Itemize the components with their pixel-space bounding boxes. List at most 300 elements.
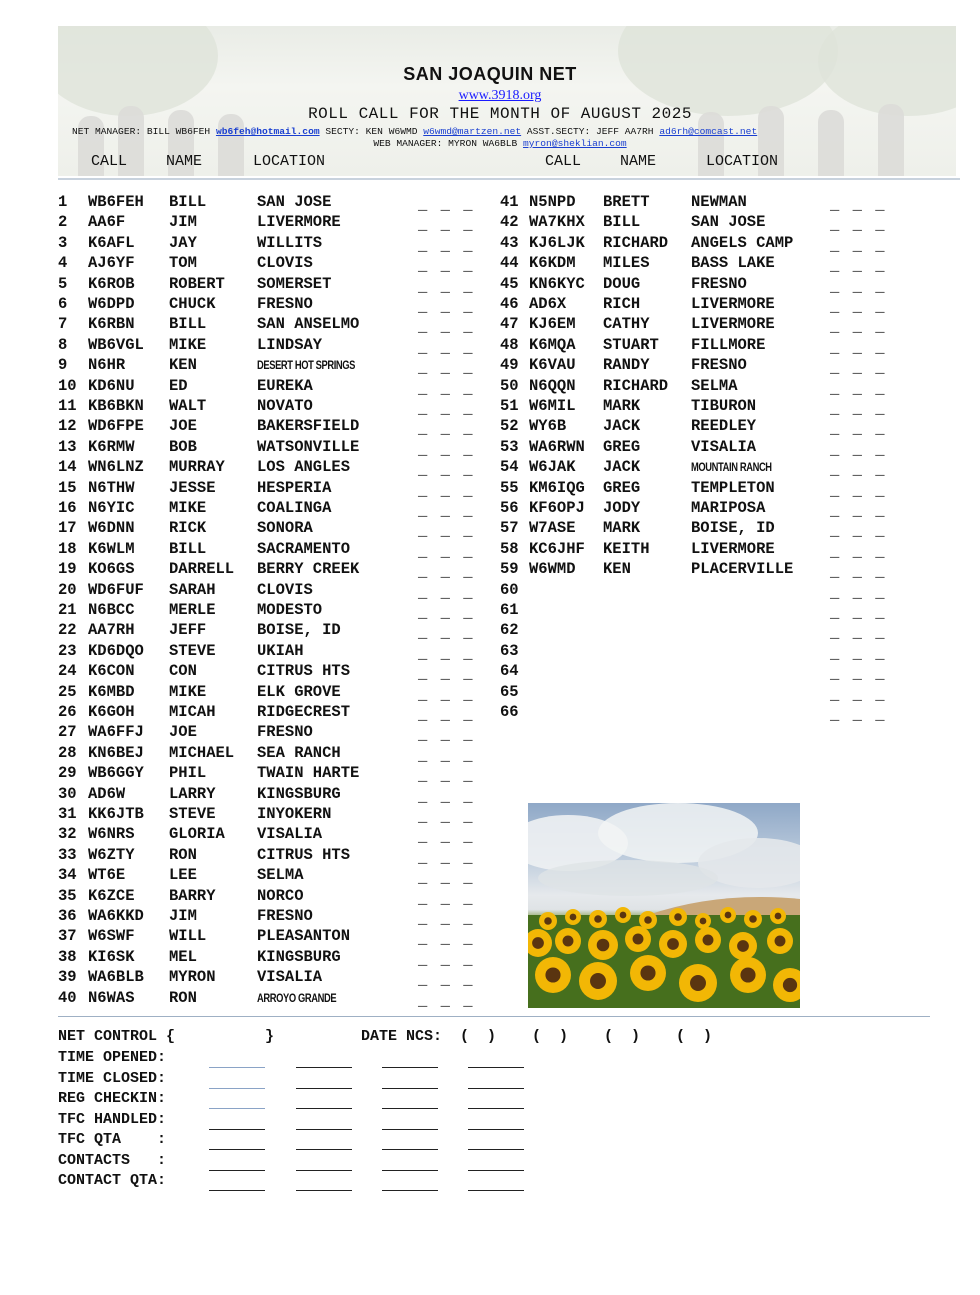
roster-location: TIBURON: [691, 397, 757, 415]
log-entry-blank[interactable]: [382, 1149, 438, 1150]
roster-name: KEITH: [603, 539, 650, 558]
roster-name: LEE: [169, 866, 197, 885]
log-entry-blank[interactable]: [209, 1067, 265, 1068]
roster-number: 23: [58, 641, 77, 660]
log-entry-blank[interactable]: [382, 1108, 438, 1109]
sunflower-center: [563, 936, 574, 947]
checkin-ticks[interactable]: _ _ _: [418, 318, 475, 337]
checkin-ticks[interactable]: _ _ _: [830, 461, 887, 480]
checkin-ticks[interactable]: _ _ _: [830, 706, 887, 724]
roster-callsign: W6WMD: [529, 560, 576, 579]
roster-number: 30: [58, 784, 77, 803]
checkin-ticks[interactable]: _ _ _: [418, 420, 475, 439]
roster-number: 4: [58, 254, 68, 273]
roster-name: STEVE: [169, 641, 216, 660]
roster-location: LOS ANGLES: [257, 458, 351, 477]
checkin-ticks[interactable]: _ _ _: [830, 298, 887, 316]
roster-number: 52: [500, 417, 519, 436]
log-entry-blank[interactable]: [296, 1108, 352, 1109]
roster-location: VISALIA: [257, 825, 323, 844]
roster-name: RICH: [603, 295, 641, 313]
roster-row: [58, 845, 488, 865]
roster-location: SACRAMENTO: [257, 539, 351, 558]
roster-name: MIKE: [169, 682, 207, 701]
roster-row: [58, 274, 488, 294]
roster-number: 20: [58, 580, 77, 599]
roster-location: COALINGA: [257, 499, 332, 517]
checkin-ticks[interactable]: _ _ _: [830, 236, 887, 255]
roster-callsign: W6DPD: [88, 295, 135, 313]
sunflower-center: [633, 934, 644, 945]
roster-number: 31: [58, 805, 77, 823]
checkin-ticks[interactable]: _ _ _: [830, 359, 887, 378]
roster-row: [58, 416, 488, 439]
roster-number: 36: [58, 907, 77, 925]
roster-name: DARRELL: [169, 560, 235, 579]
sunflower-center: [667, 938, 679, 950]
checkin-ticks[interactable]: _ _ _: [418, 950, 475, 969]
checkin-ticks[interactable]: _ _ _: [830, 318, 887, 337]
roster-callsign: K6AFL: [88, 233, 135, 252]
roster-name: JESSE: [169, 478, 216, 497]
log-entry-blank[interactable]: [468, 1129, 524, 1130]
roster-name: JEFF: [169, 621, 207, 640]
sunflower-center: [775, 913, 782, 920]
checkin-ticks[interactable]: _ _ _: [830, 196, 887, 214]
roster-callsign: KC6JHF: [529, 539, 585, 558]
roster-location: EUREKA: [257, 376, 313, 395]
roster-name: BRETT: [603, 193, 650, 211]
roster-row: [500, 274, 900, 294]
checkin-ticks[interactable]: _ _ _: [830, 481, 887, 500]
log-entry-blank[interactable]: [468, 1108, 524, 1109]
log-entry-blank[interactable]: [296, 1170, 352, 1171]
checkin-ticks[interactable]: _ _ _: [418, 889, 475, 908]
roster-callsign: WA6KKD: [88, 907, 144, 925]
log-entry-blank[interactable]: [468, 1088, 524, 1089]
sunflower-center: [644, 916, 652, 924]
roster-name: WALT: [169, 397, 207, 415]
roster-row: [500, 641, 900, 661]
roster-row: [58, 926, 488, 949]
log-label: TFC QTA :: [58, 1131, 167, 1148]
roster-row: [500, 437, 900, 457]
roster-name: MURRAY: [169, 458, 225, 477]
roster-row: [58, 294, 488, 314]
log-entry-blank[interactable]: [209, 1149, 265, 1150]
roster-callsign: W6SWF: [88, 927, 135, 946]
checkin-ticks[interactable]: _ _ _: [830, 685, 887, 704]
roster-row: [58, 743, 488, 763]
roster-row: [500, 559, 900, 582]
roster-callsign: K6KDM: [529, 254, 576, 273]
roster-callsign: AJ6YF: [88, 254, 135, 273]
log-entry-blank[interactable]: [296, 1190, 352, 1191]
roster-name: STEVE: [169, 805, 216, 823]
checkin-ticks[interactable]: _ _ _: [418, 869, 475, 888]
roster-callsign: K6MQA: [529, 335, 576, 354]
roster-location: BASS LAKE: [691, 254, 775, 273]
checkin-ticks[interactable]: _ _ _: [418, 624, 475, 643]
log-entry-blank[interactable]: [296, 1088, 352, 1089]
roster-location: ELK GROVE: [257, 682, 341, 701]
checkin-ticks[interactable]: _ _ _: [418, 930, 475, 949]
checkin-ticks[interactable]: _ _ _: [830, 665, 887, 684]
roster-row: [58, 253, 488, 276]
roster-location: INYOKERN: [257, 805, 332, 823]
roster-row: [58, 539, 488, 559]
log-entry-blank[interactable]: [382, 1129, 438, 1130]
roster-row: [500, 335, 900, 355]
roster-location: SEA RANCH: [257, 743, 341, 762]
roster-row: [58, 988, 488, 1008]
log-entry-blank[interactable]: [468, 1190, 524, 1191]
roster-location: FRESNO: [257, 723, 313, 742]
roster-name: MIKE: [169, 335, 207, 354]
sunflower-center: [545, 967, 560, 982]
roster-callsign: AA6F: [88, 213, 126, 232]
roster-row: [58, 641, 488, 661]
checkin-ticks[interactable]: _ _ _: [830, 379, 887, 398]
roster-location: CLOVIS: [257, 254, 313, 273]
roster-row: [500, 518, 900, 541]
roster-row: [58, 906, 488, 926]
log-entry-blank[interactable]: [209, 1108, 265, 1109]
page-title: SAN JOAQUIN NET: [403, 64, 577, 84]
checkin-ticks[interactable]: _ _ _: [418, 502, 475, 520]
roster-callsign: WD6FPE: [88, 417, 144, 436]
checkin-ticks[interactable]: _ _ _: [418, 767, 475, 786]
roster-row: [58, 355, 488, 378]
checkin-ticks[interactable]: _ _ _: [418, 644, 475, 663]
roster-row: [58, 967, 488, 990]
checkin-ticks[interactable]: _ _ _: [418, 461, 475, 480]
roster-row: [58, 580, 488, 600]
roster-number: 42: [500, 213, 519, 232]
roster-name: MEL: [169, 947, 197, 966]
roster-callsign: K6RBN: [88, 315, 135, 334]
roster-row: [58, 396, 488, 416]
roster-location: BERRY CREEK: [257, 560, 360, 579]
roster-row: [58, 804, 488, 824]
log-entry-blank[interactable]: [209, 1129, 265, 1130]
roster-number: 16: [58, 499, 77, 517]
log-entry-blank[interactable]: [296, 1129, 352, 1130]
sunflower-center: [597, 939, 610, 952]
checkin-ticks[interactable]: _ _ _: [418, 522, 475, 541]
checkin-ticks[interactable]: _ _ _: [830, 257, 887, 276]
roster-row: [58, 314, 488, 337]
checkin-ticks[interactable]: _ _ _: [418, 196, 475, 214]
roster-callsign: WY6B: [529, 417, 567, 436]
roster-name: STUART: [603, 335, 659, 354]
roster-row: [58, 600, 488, 620]
roster-number: 60: [500, 580, 519, 599]
roster-location: LIVERMORE: [691, 539, 775, 558]
checkin-ticks[interactable]: _ _ _: [418, 848, 475, 867]
checkin-ticks[interactable]: _ _ _: [830, 644, 887, 663]
roster-name: RANDY: [603, 356, 650, 375]
checkin-ticks[interactable]: _ _ _: [830, 277, 887, 296]
log-entry-blank[interactable]: [468, 1170, 524, 1171]
roster-name: DOUG: [603, 274, 641, 293]
roster-number: 25: [58, 682, 77, 701]
checkin-ticks[interactable]: _ _ _: [418, 808, 475, 826]
roster-location: HESPERIA: [257, 478, 332, 497]
roster-location: SAN JOSE: [691, 213, 766, 232]
checkin-ticks[interactable]: _ _ _: [418, 400, 475, 418]
log-entry-blank[interactable]: [209, 1190, 265, 1191]
web-manager-line: [0, 138, 980, 149]
checkin-ticks[interactable]: _ _ _: [830, 338, 887, 357]
roster-callsign: AA7RH: [88, 621, 135, 640]
checkin-ticks[interactable]: _ _ _: [418, 440, 475, 459]
checkin-ticks[interactable]: _ _ _: [418, 787, 475, 806]
checkin-ticks[interactable]: _ _ _: [418, 481, 475, 500]
roster-location: BOISE, ID: [257, 621, 341, 640]
log-entry-blank[interactable]: [209, 1170, 265, 1171]
log-label: CONTACTS :: [58, 1151, 167, 1169]
roster-callsign: WN6LNZ: [88, 458, 144, 477]
roster-row: [58, 722, 488, 745]
net-manager-email[interactable]: wb6feh@hotmail.com: [215, 126, 320, 137]
roster-number: 58: [500, 539, 519, 558]
checkin-ticks[interactable]: _ _ _: [418, 563, 475, 582]
roster-location: FRESNO: [691, 274, 747, 293]
checkin-ticks[interactable]: _ _ _: [418, 257, 475, 276]
roster-location: MODESTO: [257, 601, 323, 619]
checkin-ticks[interactable]: _ _ _: [418, 685, 475, 704]
web-manager-email[interactable]: myron@sheklian.com: [523, 138, 627, 149]
roster-name: BARRY: [169, 886, 216, 905]
roster-row: [58, 661, 488, 684]
roster-row: [58, 702, 488, 722]
roster-row: [500, 314, 900, 337]
roster-location: SAN JOSE: [257, 193, 332, 211]
roster-name: RICHARD: [603, 376, 669, 395]
roster-callsign: KK6JTB: [88, 805, 144, 823]
roster-number: 46: [500, 295, 519, 313]
log-entry-blank[interactable]: [209, 1088, 265, 1089]
roster-location: RIDGECREST: [257, 703, 351, 721]
log-entry-blank[interactable]: [382, 1067, 438, 1068]
roster-number: 35: [58, 886, 77, 905]
roster-name: MERLE: [169, 601, 216, 619]
checkin-ticks[interactable]: _ _ _: [830, 522, 887, 541]
roster-row: [58, 559, 488, 582]
roster-location: SOMERSET: [257, 274, 332, 293]
asst-secty-label: ASST.SECTY: JEFF AA7RH: [526, 126, 654, 137]
checkin-ticks[interactable]: _ _ _: [830, 420, 887, 439]
checkin-ticks[interactable]: _ _ _: [830, 216, 887, 235]
roster-number: 27: [58, 723, 77, 742]
roster-row: [500, 498, 900, 518]
roster-number: 47: [500, 315, 519, 334]
roster-location: KINGSBURG: [257, 784, 341, 803]
checkin-ticks[interactable]: _ _ _: [418, 277, 475, 296]
roster-location: SAN ANSELMO: [257, 315, 360, 334]
roster-number: 55: [500, 478, 519, 497]
roster-name: BILL: [169, 539, 207, 558]
roster-location: FRESNO: [257, 907, 313, 925]
roster-callsign: WA7KHX: [529, 213, 585, 232]
roster-name: MIKE: [169, 499, 207, 517]
net-manager-label: NET MANAGER: BILL WB6FEH: [72, 126, 211, 137]
roster-name: PHIL: [169, 764, 207, 783]
roster-number: 39: [58, 968, 77, 987]
roster-row: [58, 457, 488, 480]
checkin-ticks[interactable]: _ _ _: [418, 298, 475, 316]
roster-number: 8: [58, 335, 68, 354]
log-entry-blank[interactable]: [382, 1088, 438, 1089]
roster-row: [500, 539, 900, 559]
checkin-ticks[interactable]: _ _ _: [418, 604, 475, 622]
roster-callsign: KD6DQO: [88, 641, 144, 660]
roster-number: 22: [58, 621, 77, 640]
log-label: CONTACT QTA:: [58, 1172, 167, 1189]
checkin-ticks[interactable]: _ _ _: [418, 726, 475, 745]
website-link[interactable]: www.3918.org: [458, 88, 542, 103]
roster-row: [500, 682, 900, 702]
roster-name: KEN: [169, 356, 197, 375]
roster-name: ED: [169, 376, 188, 395]
roster-location: CITRUS HTS: [257, 845, 351, 864]
left-col-call-header: CALL: [91, 153, 128, 170]
roster-location: WATSONVILLE: [257, 437, 360, 456]
roster-number: 33: [58, 845, 77, 864]
sunflower-center: [544, 917, 552, 925]
sunflower-center: [620, 912, 627, 919]
sunflower-center: [532, 937, 544, 949]
roster-number: 54: [500, 458, 519, 477]
roster-name: RICHARD: [603, 233, 669, 252]
roster-number: 29: [58, 764, 77, 783]
roster-callsign: K6RMW: [88, 437, 135, 456]
checkin-ticks[interactable]: _ _ _: [418, 706, 475, 724]
roster-callsign: KI6SK: [88, 947, 135, 966]
roster-name: ROBERT: [169, 274, 225, 293]
log-entry-blank[interactable]: [382, 1170, 438, 1171]
roster-row: [500, 600, 900, 620]
log-entry-blank[interactable]: [296, 1067, 352, 1068]
roster-number: 13: [58, 437, 77, 456]
roster-row: [500, 253, 900, 276]
roster-number: 12: [58, 417, 77, 436]
roster-location: REEDLEY: [691, 417, 757, 436]
sunflower-center: [690, 975, 706, 991]
checkin-ticks[interactable]: _ _ _: [830, 624, 887, 643]
checkin-ticks[interactable]: _ _ _: [418, 542, 475, 561]
roster-row: [58, 784, 488, 804]
roster-name: JODY: [603, 499, 641, 517]
roster-number: 53: [500, 437, 519, 456]
roster-number: 11: [58, 397, 77, 415]
checkin-ticks[interactable]: _ _ _: [418, 746, 475, 765]
roster-location: LIVERMORE: [691, 295, 775, 313]
roster-callsign: KN6BEJ: [88, 743, 144, 762]
roster-callsign: WA6RWN: [529, 437, 585, 456]
roster-number: 62: [500, 621, 519, 640]
checkin-ticks[interactable]: _ _ _: [418, 583, 475, 602]
roster-location: ARROYO GRANDE: [257, 990, 337, 1005]
checkin-ticks[interactable]: _ _ _: [830, 563, 887, 582]
checkin-ticks[interactable]: _ _ _: [418, 665, 475, 684]
checkin-ticks[interactable]: _ _ _: [830, 502, 887, 520]
log-entry-blank[interactable]: [468, 1067, 524, 1068]
checkin-ticks[interactable]: _ _ _: [830, 542, 887, 561]
checkin-ticks[interactable]: _ _ _: [830, 583, 887, 602]
roster-callsign: W7ASE: [529, 519, 576, 538]
roster-name: JOE: [169, 723, 197, 742]
managers-line: [72, 126, 757, 137]
roster-location: VISALIA: [691, 437, 757, 456]
roster-location: FRESNO: [691, 356, 747, 375]
roster-location: CLOVIS: [257, 580, 313, 599]
log-entry-blank[interactable]: [296, 1149, 352, 1150]
roster-name: MARK: [603, 519, 641, 538]
secty-email[interactable]: w6wmd@martzen.net: [423, 126, 522, 137]
right-col-location-header: LOCATION: [706, 153, 779, 170]
roster-callsign: W6ZTY: [88, 845, 135, 864]
checkin-ticks[interactable]: _ _ _: [418, 359, 475, 378]
checkin-ticks[interactable]: _ _ _: [830, 604, 887, 622]
roster-row: [500, 396, 900, 416]
checkin-ticks[interactable]: _ _ _: [418, 991, 475, 1010]
roster-number: 56: [500, 499, 519, 517]
roster-row: [58, 886, 488, 906]
roster-callsign: N6THW: [88, 478, 135, 497]
roster-location: DESERT HOT SPRINGS: [257, 358, 356, 373]
roster-callsign: WD6FUF: [88, 580, 144, 599]
roster-number: 50: [500, 376, 519, 395]
checkin-ticks[interactable]: _ _ _: [418, 828, 475, 847]
roster-row: [500, 233, 900, 253]
checkin-ticks[interactable]: _ _ _: [418, 236, 475, 255]
asst-secty-email[interactable]: ad6rh@comcast.net: [659, 126, 758, 137]
log-entry-blank[interactable]: [382, 1190, 438, 1191]
roster-row: [500, 478, 900, 498]
roster-number: 24: [58, 662, 77, 681]
roster-number: 9: [58, 356, 68, 375]
roster-callsign: WT6E: [88, 866, 126, 885]
roster-row: [58, 478, 488, 498]
roster-number: 1: [58, 193, 68, 211]
checkin-ticks[interactable]: _ _ _: [418, 216, 475, 235]
roster-number: 49: [500, 356, 519, 375]
roster-name: JIM: [169, 907, 197, 925]
checkin-ticks[interactable]: _ _ _: [830, 440, 887, 459]
secty-label: SECTY: KEN W6WMD: [325, 126, 418, 137]
web-manager-label: WEB MANAGER: MYRON WA6BLB: [373, 138, 518, 149]
roster-location: BAKERSFIELD: [257, 417, 360, 436]
checkin-ticks[interactable]: _ _ _: [418, 338, 475, 357]
roster-row: [58, 335, 488, 355]
roster-location: ANGELS CAMP: [691, 233, 794, 252]
log-entry-blank[interactable]: [468, 1149, 524, 1150]
checkin-ticks[interactable]: _ _ _: [418, 379, 475, 398]
roster-number: 63: [500, 641, 519, 660]
checkin-ticks[interactable]: _ _ _: [830, 400, 887, 418]
roster-callsign: KN6KYC: [529, 274, 585, 293]
roster-number: 43: [500, 233, 519, 252]
sunflower-field-drawing: [528, 803, 800, 1008]
roster-number: 45: [500, 274, 519, 293]
sunflower-field-image: [528, 803, 800, 1008]
roster-name: LARRY: [169, 784, 216, 803]
checkin-ticks[interactable]: _ _ _: [418, 910, 475, 928]
roster-name: KEN: [603, 560, 631, 579]
checkin-ticks[interactable]: _ _ _: [418, 971, 475, 990]
